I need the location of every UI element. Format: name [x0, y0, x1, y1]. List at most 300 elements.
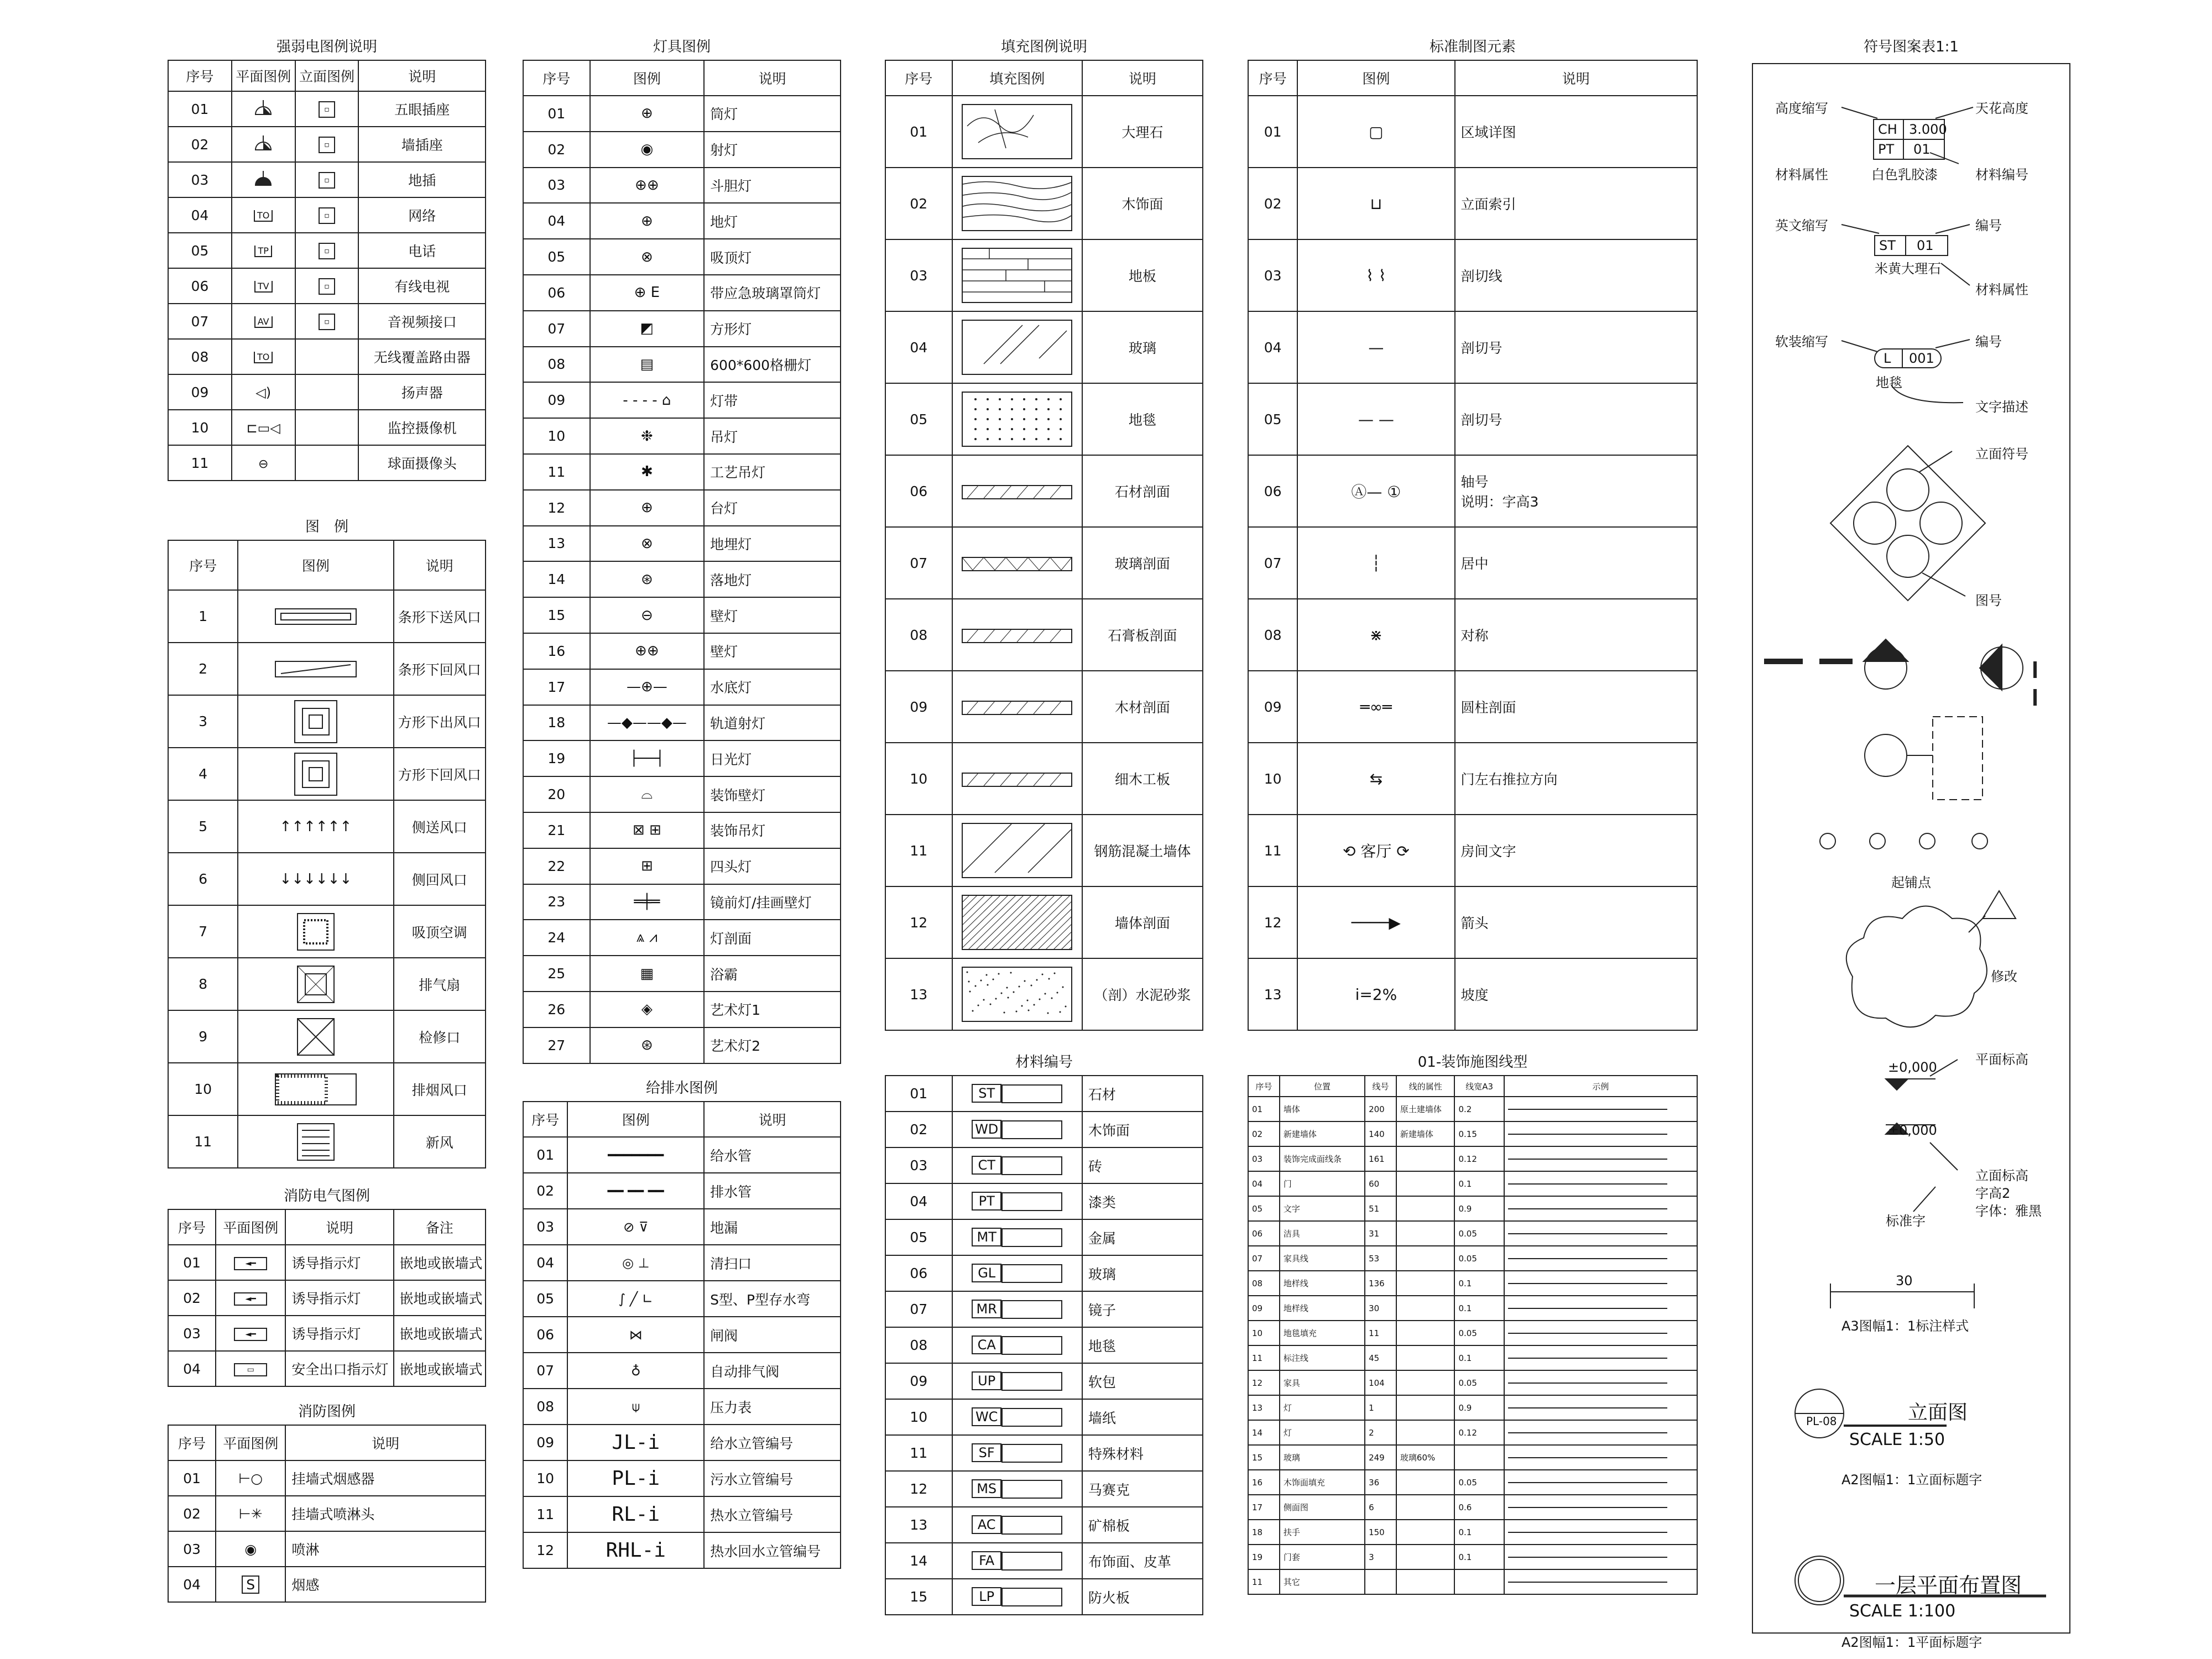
- a3-note: A3图幅1：1标注样式: [1841, 1318, 1969, 1334]
- light-symbol-icon: [590, 96, 705, 132]
- table-row: [523, 382, 841, 418]
- line-cell: 玻璃: [1280, 1445, 1365, 1470]
- line-cell: 其它: [1280, 1569, 1365, 1594]
- material-value-box: [1001, 1336, 1062, 1355]
- table-row: [523, 740, 841, 776]
- row-number: 06: [885, 455, 952, 527]
- line-cell: 3: [1365, 1545, 1396, 1569]
- light-glyph: ◉: [640, 141, 654, 158]
- material-value-box: [1001, 1372, 1062, 1391]
- row-number: 02: [885, 168, 952, 239]
- table-row: [523, 1532, 841, 1568]
- row-number: 6: [168, 853, 238, 905]
- line-cell: 08: [1248, 1271, 1280, 1296]
- light-symbol-icon: [590, 776, 705, 812]
- a2-note-1: A2图幅1：1立面标题字: [1841, 1472, 1983, 1488]
- light-glyph: - - - - ⌂: [623, 392, 671, 409]
- text-height-label: 字高2: [1975, 1186, 2011, 1201]
- remark: 嵌地或嵌墙式: [394, 1280, 486, 1316]
- table-row: [523, 1460, 841, 1496]
- standard-elements: [1248, 34, 1698, 1031]
- line-sample: [1504, 1445, 1697, 1470]
- standard-title: 标准制图元素: [1429, 39, 1516, 55]
- light-glyph: ⌓: [641, 786, 653, 803]
- row-number: 05: [1248, 383, 1297, 455]
- pipe-symbol-icon: [567, 1460, 704, 1496]
- light-symbol-icon: [590, 561, 705, 597]
- line-cell: 05: [1248, 1196, 1280, 1221]
- row-number: 14: [885, 1543, 952, 1579]
- table-row: [168, 1063, 486, 1115]
- description: 镜前灯/挂画壁灯: [704, 884, 841, 920]
- line-sample: [1504, 1146, 1697, 1171]
- fire-glyph: S: [242, 1575, 259, 1594]
- table-row: [523, 633, 841, 669]
- table-row: [885, 1291, 1203, 1327]
- description: 压力表: [704, 1389, 841, 1425]
- table-row: [523, 1209, 841, 1245]
- drafting-symbol-icon: [1297, 671, 1454, 743]
- row-number: 05: [885, 1219, 952, 1255]
- line-sample: [1504, 1171, 1697, 1196]
- row-number: 12: [523, 1532, 567, 1568]
- description: 地灯: [704, 203, 841, 239]
- remark: 嵌地或嵌墙式: [394, 1316, 486, 1351]
- fire-title: 消防图例: [298, 1404, 356, 1420]
- line-sample: [1504, 1321, 1697, 1345]
- fire-legend: [168, 1399, 486, 1603]
- light-symbol-icon: [590, 705, 705, 741]
- line-cell: 136: [1365, 1271, 1396, 1296]
- material-name: 白色乳胶漆: [1871, 167, 1938, 182]
- description: 石材: [1082, 1076, 1203, 1112]
- outlet-tag: TO: [254, 210, 273, 222]
- line-cell: 19: [1248, 1545, 1280, 1569]
- description: 特殊材料: [1082, 1435, 1203, 1471]
- light-symbol-icon: [590, 848, 705, 884]
- line-cell: 0.1: [1454, 1345, 1504, 1370]
- row-number: 17: [523, 669, 590, 705]
- description: 细木工板: [1082, 743, 1203, 815]
- hatch-pattern-icon: [952, 455, 1082, 527]
- row-number: 11: [523, 454, 590, 490]
- material-value-box: [1001, 1300, 1062, 1319]
- light-glyph: ⊕: [640, 212, 653, 229]
- row-number: 07: [523, 311, 590, 347]
- table-row: [523, 920, 841, 956]
- row-number: 07: [1248, 527, 1297, 599]
- table-row: [885, 1363, 1203, 1399]
- line-cell: 0.15: [1454, 1121, 1504, 1146]
- row-number: 12: [885, 1471, 952, 1507]
- description-text: 立面索引: [1460, 196, 1516, 212]
- hvac-legend: [168, 514, 486, 1168]
- line-cell: 104: [1365, 1370, 1396, 1395]
- table-row: [168, 853, 486, 905]
- table-row: [885, 383, 1203, 455]
- a2-note-2: A2图幅1：1平面标题字: [1841, 1635, 1983, 1650]
- dimension-value: 30: [1896, 1273, 1913, 1288]
- row-number: 03: [885, 239, 952, 311]
- table-row: [885, 455, 1203, 527]
- pipe-symbol-icon: [567, 1353, 704, 1389]
- table-row: [1248, 1097, 1697, 1121]
- line-cell: 16: [1248, 1470, 1280, 1495]
- description: 五眼插座: [358, 91, 486, 127]
- table-row: [1248, 168, 1697, 239]
- elevation-symbol-icon: [295, 233, 359, 268]
- description: 排烟风口: [394, 1063, 486, 1115]
- air-vent-icon: [238, 958, 393, 1010]
- socket-icon: [252, 133, 274, 155]
- light-symbol-icon: [590, 418, 705, 454]
- description: [1455, 311, 1698, 383]
- fire-electric-title: 消防电气图例: [283, 1188, 370, 1204]
- elevation-symbol-label: 立面符号: [1975, 446, 2028, 462]
- light-symbol-icon: [590, 454, 705, 490]
- exit-sign-icon: ◄━: [216, 1245, 285, 1280]
- description: [1455, 671, 1698, 743]
- table-row: [168, 374, 486, 410]
- line-cell: [1396, 1370, 1455, 1395]
- row-number: 03: [523, 1209, 567, 1245]
- elevation-symbol-icon: [295, 374, 359, 410]
- line-cell: [1396, 1196, 1455, 1221]
- row-number: 02: [885, 1112, 952, 1147]
- row-number: 4: [168, 748, 238, 800]
- table-row: [885, 958, 1203, 1030]
- row-number: 12: [523, 490, 590, 526]
- description: [1455, 527, 1698, 599]
- drafting-glyph: ────▶: [1351, 913, 1401, 932]
- line-cell: 13: [1248, 1395, 1280, 1420]
- description: 镜子: [1082, 1291, 1203, 1327]
- row-number: 3: [168, 695, 238, 748]
- description: 落地灯: [704, 561, 841, 597]
- row-number: 04: [523, 1245, 567, 1281]
- hatch-pattern-icon: [952, 743, 1082, 815]
- fire-table: 序号 平面图例 说明 01 ⊢○ 挂墙式烟感器 02 ⊢✳ 挂墙式喷淋头 03 ◉ 喷淋 04 S 烟感: [168, 1425, 486, 1603]
- table-row: [1248, 815, 1697, 886]
- description: 侧送风口: [394, 800, 486, 853]
- row-number: 13: [885, 958, 952, 1030]
- elevation-symbol-icon: [295, 127, 359, 162]
- light-glyph: ⊛: [640, 571, 653, 588]
- description: 方形下出风口: [394, 695, 486, 748]
- table-row: [885, 1219, 1203, 1255]
- line-cell: 0.1: [1454, 1171, 1504, 1196]
- description: 排水管: [704, 1173, 841, 1209]
- row-number: 07: [885, 527, 952, 599]
- row-number: 26: [523, 992, 590, 1027]
- row-number: 08: [168, 339, 232, 374]
- lights-table: 序号 图例 说明 01 ⊕ 筒灯 02 ◉ 射灯 03 ⊕⊕ 斗胆灯 04 ⊕ 地灯 05 ⊗ 吸顶灯 06 ⊕ E 带应急玻璃罩筒灯 07 ◩ 方形灯 08 ▤ 600*600格栅灯 09 - - - - ⌂ 灯带 10 ❉ 吊灯 11 ✱ 工艺吊灯 12 ⊕ 台灯 13 ⊗ 地埋灯 14 ⊛ 落地灯 15 ⊖ 壁灯 16 ⊕⊕ 壁灯 17 —⊕— 水底灯 18 —◆——◆— 轨道射灯 19 ├──┤ 日光灯 20 ⌓ 装饰壁灯 21 ⊠ ⊞ 装饰吊灯 22 ⊞ 四头灯 23 ═╪═ 镜前灯/挂画壁灯 24 ⩓ ⩘ 灯剖面 25 ▦ 浴霸 26 ◈ 艺术灯1 27 ⊛ 艺术灯2: [523, 60, 841, 1064]
- row-number: 14: [523, 561, 590, 597]
- material-code: MR: [972, 1300, 1001, 1318]
- description: 地漏: [704, 1209, 841, 1245]
- st-code: ST: [1879, 238, 1896, 253]
- socket-icon: [252, 98, 274, 120]
- table-row: [1248, 599, 1697, 671]
- row-number: 11: [168, 445, 232, 481]
- plan-symbol-icon: [232, 233, 295, 268]
- row-number: 08: [523, 1389, 567, 1425]
- row-number: 08: [1248, 599, 1297, 671]
- light-glyph: ⊕: [640, 105, 653, 122]
- air-vent-icon: ↑↑↑↑↑↑: [238, 800, 393, 853]
- description: 挂墙式喷淋头: [285, 1496, 486, 1531]
- description: 吸顶空调: [394, 905, 486, 958]
- light-symbol-icon: [590, 203, 705, 239]
- pipe-glyph: RL-i: [612, 1503, 660, 1526]
- table-row: [523, 490, 841, 526]
- fill-title: 填充图例说明: [1000, 39, 1087, 55]
- description: 木饰面: [1082, 1112, 1203, 1147]
- fire-symbol-icon: [216, 1531, 285, 1567]
- table-row: [885, 671, 1203, 743]
- exit-sign-icon: ▭: [216, 1351, 285, 1386]
- table-row: [523, 347, 841, 383]
- pipe-symbol-icon: [567, 1425, 704, 1460]
- line-cell: 洁具: [1280, 1221, 1365, 1246]
- line-cell: [1396, 1271, 1455, 1296]
- row-number: 09: [168, 374, 232, 410]
- weak-power-table: 序号 平面图例 立面图例 说明 01 ▫ 五眼插座 02 ▫ 墙插座 03 ▫ 地插 04 TO ▫ 网络 05 TP ▫ 电话 06 TV ▫ 有线电视 07 AV ▫ 音视频接口 08 TO 无线覆盖路由器 09 ◁) 扬声器 10 ⊏▭◁ 监控摄像机 11 ⊖ 球面摄像头: [168, 60, 486, 481]
- line-cell: 140: [1365, 1121, 1396, 1146]
- table-row: [168, 905, 486, 958]
- table-row: [523, 597, 841, 633]
- row-number: 02: [523, 132, 590, 168]
- line-sample: [1504, 1395, 1697, 1420]
- row-number: 08: [885, 1327, 952, 1363]
- hatch-pattern-icon: [952, 599, 1082, 671]
- l-value: 001: [1909, 351, 1934, 366]
- table-row: [523, 705, 841, 741]
- material-value-box: [1001, 1588, 1062, 1606]
- line-cell: 30: [1365, 1296, 1396, 1321]
- table-row: [523, 848, 841, 884]
- drafting-glyph: ⊔: [1370, 194, 1383, 213]
- light-glyph: ⊛: [640, 1037, 653, 1054]
- material-table: [885, 1075, 1203, 1615]
- line-cell: 0.1: [1454, 1520, 1504, 1545]
- wall-outlet-icon: ▫: [319, 278, 335, 295]
- table-row: [168, 445, 486, 481]
- row-number: 09: [1248, 671, 1297, 743]
- line-cell: 玻璃60%: [1396, 1445, 1455, 1470]
- camera-icon: ⊏▭◁: [246, 420, 280, 436]
- light-symbol-icon: [590, 239, 705, 275]
- row-number: 10: [523, 1460, 567, 1496]
- line-cell: 07: [1248, 1246, 1280, 1271]
- line-cell: [1396, 1395, 1455, 1420]
- table-row: [168, 643, 486, 695]
- table-row: [168, 268, 486, 304]
- stone-name: 米黄大理石: [1875, 261, 1941, 276]
- description: [1455, 815, 1698, 886]
- table-row: [885, 1471, 1203, 1507]
- table-row: [523, 956, 841, 992]
- description-text: 箭头: [1460, 915, 1489, 931]
- material-code: GL: [972, 1264, 1001, 1282]
- light-symbol-icon: [590, 812, 705, 848]
- drafting-glyph: Ⓐ— ①: [1351, 483, 1401, 501]
- material-value-box: [1001, 1444, 1062, 1463]
- description: 地毯: [1082, 1327, 1203, 1363]
- line-cell: 150: [1365, 1520, 1396, 1545]
- line-cell: 12: [1248, 1370, 1280, 1395]
- line-cell: 0.05: [1454, 1470, 1504, 1495]
- row-number: 7: [168, 905, 238, 958]
- material-code: LP: [972, 1587, 1001, 1606]
- row-number: 05: [168, 233, 232, 268]
- table-row: [1248, 886, 1697, 958]
- plan-symbol-icon: [232, 304, 295, 339]
- pipe-symbol-icon: [567, 1281, 704, 1317]
- description: 玻璃: [1082, 1255, 1203, 1291]
- elev-level-value: ±0,000: [1888, 1123, 1937, 1138]
- table-row: [523, 812, 841, 848]
- fire-glyph: ⊢✳: [238, 1505, 263, 1522]
- row-number: 8: [168, 958, 238, 1010]
- standard-text-label: 标准字: [1886, 1213, 1926, 1229]
- row-number: 04: [168, 1351, 216, 1386]
- light-symbol-icon: [590, 597, 705, 633]
- elevation-symbol-icon: [295, 268, 359, 304]
- pt-value: 01: [1913, 142, 1931, 157]
- row-number: 12: [1248, 886, 1297, 958]
- description: 壁灯: [704, 633, 841, 669]
- description-text: 门左右推拉方向: [1460, 771, 1558, 787]
- remark: 嵌地或嵌墙式: [394, 1351, 486, 1386]
- elevation-symbol-icon: [295, 445, 359, 481]
- table-row: [523, 1496, 841, 1532]
- line-cell: 1: [1365, 1395, 1396, 1420]
- description-note: 说明：字高3: [1460, 494, 1539, 510]
- line-cell: [1365, 1569, 1396, 1594]
- plan-symbol-icon: [232, 197, 295, 233]
- line-sample: [1504, 1470, 1697, 1495]
- air-vent-icon: [238, 1115, 393, 1168]
- material-code: WD: [972, 1120, 1001, 1139]
- table-row: [1248, 671, 1697, 743]
- hatch-pattern-icon: [952, 671, 1082, 743]
- text-desc-label: 文字描述: [1975, 399, 2028, 415]
- air-vent-icon: [238, 590, 393, 643]
- table-row: [168, 1496, 486, 1531]
- description: 新风: [394, 1115, 486, 1168]
- table-row: [885, 1399, 1203, 1435]
- english-abbr-label: 英文缩写: [1775, 218, 1828, 233]
- row-number: 18: [523, 705, 590, 741]
- outlet-tag: TV: [254, 281, 273, 293]
- elevation-symbol-icon: [295, 197, 359, 233]
- table-row: [885, 1183, 1203, 1219]
- line-cell: 原土建墙体: [1396, 1097, 1455, 1121]
- row-number: 04: [168, 197, 232, 233]
- row-number: 03: [168, 1531, 216, 1567]
- row-number: 11: [523, 1496, 567, 1532]
- row-number: 04: [885, 1183, 952, 1219]
- row-number: 03: [168, 162, 232, 197]
- fill-legend: [885, 34, 1203, 1031]
- symbols-title: 符号图案表1:1: [1864, 39, 1959, 55]
- table-row: [523, 884, 841, 920]
- table-row: [523, 669, 841, 705]
- fire-symbol-icon: [216, 1496, 285, 1531]
- row-number: 06: [168, 268, 232, 304]
- line-cell: 17: [1248, 1495, 1280, 1520]
- table-row: [1248, 1569, 1697, 1594]
- line-cell: 249: [1365, 1445, 1396, 1470]
- material-code-tag: [952, 1291, 1082, 1327]
- fire-electric-table: 序号 平面图例 说明 备注 01 ◄━ 诱导指示灯 嵌地或嵌墙式 02 ◄━ 诱导指示灯 嵌地或嵌墙式 03 ◄━ 诱导指示灯 嵌地或嵌墙式 04 ▭ 安全出口指示灯 嵌地或嵌墙式: [168, 1209, 486, 1387]
- row-number: 04: [168, 1567, 216, 1602]
- table-row: [1248, 1470, 1697, 1495]
- description: 网络: [358, 197, 486, 233]
- table-row: [523, 776, 841, 812]
- description: 玻璃: [1082, 311, 1203, 383]
- description: 无线覆盖路由器: [358, 339, 486, 374]
- material-code-tag: [952, 1219, 1082, 1255]
- pipe-symbol-icon: [567, 1245, 704, 1281]
- description: 热水立管编号: [704, 1496, 841, 1532]
- lights-title: 灯具图例: [653, 39, 711, 55]
- table-row: [523, 992, 841, 1027]
- table-row: [885, 1435, 1203, 1471]
- table-row: [1248, 1395, 1697, 1420]
- row-number: 10: [168, 410, 232, 445]
- air-vent-icon: [238, 748, 393, 800]
- description: 600*600格栅灯: [704, 347, 841, 383]
- outlet-tag: TP: [254, 246, 272, 257]
- description: 砖: [1082, 1147, 1203, 1183]
- line-cell: [1396, 1569, 1455, 1594]
- description: 斗胆灯: [704, 168, 841, 204]
- description: 吊灯: [704, 418, 841, 454]
- row-number: 13: [1248, 958, 1297, 1030]
- description: 音视频接口: [358, 304, 486, 339]
- material-code: FA: [972, 1551, 1001, 1570]
- description: 检修口: [394, 1010, 486, 1063]
- row-number: 13: [885, 1507, 952, 1543]
- material-title: 材料编号: [1015, 1054, 1073, 1071]
- table-row: [1248, 239, 1697, 311]
- hatch-pattern-icon: [952, 311, 1082, 383]
- row-number: 11: [1248, 815, 1297, 886]
- elevation-ref: PL-08: [1806, 1415, 1837, 1428]
- light-glyph: ⊕⊕: [635, 176, 659, 194]
- description-text: 对称: [1460, 628, 1489, 644]
- table-row: [168, 1351, 486, 1386]
- table-row: [523, 1317, 841, 1353]
- description: 轨道射灯: [704, 705, 841, 741]
- description: 条形下送风口: [394, 590, 486, 643]
- light-symbol-icon: [590, 490, 705, 526]
- linetype-title: 01-装饰施图线型: [1417, 1054, 1528, 1071]
- table-row: [885, 1147, 1203, 1183]
- description: 射灯: [704, 132, 841, 168]
- description: [1455, 958, 1698, 1030]
- light-glyph: ⊕⊕: [635, 643, 659, 660]
- st-value: 01: [1917, 238, 1934, 253]
- code-label: 编号: [1975, 218, 2002, 233]
- material-value-box: [1001, 1192, 1062, 1211]
- drafting-glyph: ⌇ ⌇: [1366, 266, 1386, 285]
- outlet-tag: AV: [254, 316, 273, 328]
- line-cell: 灯: [1280, 1420, 1365, 1445]
- light-symbol-icon: [590, 275, 705, 311]
